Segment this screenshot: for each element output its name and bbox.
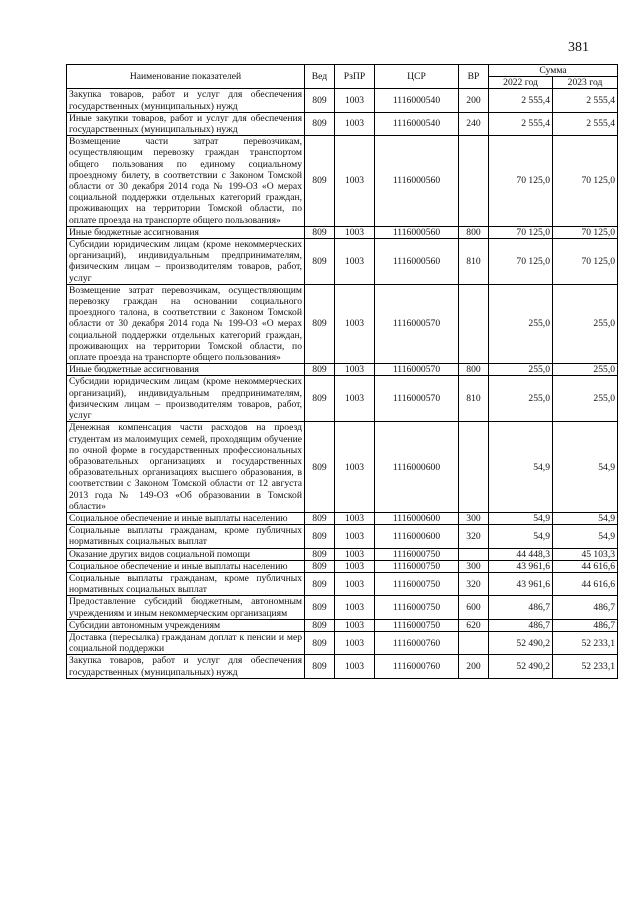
row-sum-2022-cell: 70 125,0 <box>489 136 553 227</box>
table-row <box>67 548 618 560</box>
row-name-cell: Иные бюджетные ассигнования <box>67 226 305 238</box>
table-row <box>67 560 618 572</box>
row-name-cell: Оказание других видов социальной помощи <box>67 548 305 560</box>
row-csr-cell: 1116000600 <box>375 422 459 513</box>
header-vr: ВР <box>459 65 489 89</box>
row-vr-cell <box>459 631 489 654</box>
row-ved-cell: 809 <box>305 226 335 238</box>
row-sum-2023-cell: 44 616,6 <box>553 560 618 572</box>
row-ved-cell: 809 <box>305 548 335 560</box>
row-sum-2023-cell: 44 616,6 <box>553 572 618 595</box>
row-sum-2022-cell: 255,0 <box>489 284 553 363</box>
row-rzpr-cell: 1003 <box>335 364 375 376</box>
row-rzpr-cell: 1003 <box>335 112 375 135</box>
row-sum-2022-cell: 54,9 <box>489 422 553 513</box>
row-sum-2023-cell: 70 125,0 <box>553 239 618 285</box>
row-name-cell: Социальное обеспечение и иные выплаты населению <box>67 512 305 524</box>
row-csr-cell: 1116000570 <box>375 376 459 422</box>
row-rzpr-cell: 1003 <box>335 548 375 560</box>
table-row <box>67 572 618 595</box>
row-sum-2022-cell: 43 961,6 <box>489 560 553 572</box>
row-sum-2023-cell: 52 233,1 <box>553 631 618 654</box>
row-csr-cell: 1116000750 <box>375 560 459 572</box>
row-name-cell: Субсидии юридическим лицам (кроме некоммерческих организаций), индивидуальным предпринимателям, физическим лицам – производителям товаров, работ, услуг <box>67 239 305 285</box>
header-ved: Вед <box>305 65 335 89</box>
row-rzpr-cell: 1003 <box>335 422 375 513</box>
row-sum-2023-cell: 54,9 <box>553 422 618 513</box>
row-name-cell: Возмещение части затрат перевозчикам, осуществляющим перевозку граждан транспортом общего пользования по единому социальному проездному билету, в соответствии с Законом Томской области от 30 декабря 2014 года № 199-ОЗ «О мерах социальной поддержки отдельных категорий граждан, проживающих на территории Томской области, по оплате проезда на транспорте общего пользования» <box>67 136 305 227</box>
row-ved-cell: 809 <box>305 364 335 376</box>
row-sum-2023-cell: 45 103,3 <box>553 548 618 560</box>
header-year-2023: 2023 год <box>553 77 618 89</box>
row-csr-cell: 1116000540 <box>375 89 459 112</box>
row-vr-cell: 810 <box>459 239 489 285</box>
row-sum-2022-cell: 486,7 <box>489 619 553 631</box>
row-name-cell: Субсидии автономным учреждениям <box>67 619 305 631</box>
row-name-cell: Денежная компенсация части расходов на проезд студентам из малоимущих семей, проходящим обучение по очной форме в государственных профессиональных образовательных организациях и государственных образовательных организациях высшего образования, в соответствии с Законом Томской области от 12 августа 2013 года № 149-ОЗ «Об образовании в Томской области» <box>67 422 305 513</box>
row-name-cell: Иные закупки товаров, работ и услуг для обеспечения государственных (муниципальных) нужд <box>67 112 305 135</box>
row-sum-2023-cell: 2 555,4 <box>553 112 618 135</box>
row-rzpr-cell: 1003 <box>335 226 375 238</box>
row-ved-cell: 809 <box>305 376 335 422</box>
row-csr-cell: 1116000560 <box>375 239 459 285</box>
row-vr-cell: 600 <box>459 596 489 619</box>
row-csr-cell: 1116000600 <box>375 525 459 548</box>
row-rzpr-cell: 1003 <box>335 596 375 619</box>
table-row <box>67 376 618 422</box>
row-ved-cell: 809 <box>305 89 335 112</box>
row-ved-cell: 809 <box>305 112 335 135</box>
row-name-cell: Иные бюджетные ассигнования <box>67 364 305 376</box>
row-sum-2023-cell: 255,0 <box>553 376 618 422</box>
table-body <box>67 89 618 678</box>
table-row <box>67 631 618 654</box>
row-sum-2022-cell: 2 555,4 <box>489 112 553 135</box>
row-rzpr-cell: 1003 <box>335 525 375 548</box>
row-vr-cell: 800 <box>459 226 489 238</box>
header-csr: ЦСР <box>375 65 459 89</box>
row-vr-cell: 200 <box>459 89 489 112</box>
row-ved-cell: 809 <box>305 422 335 513</box>
row-rzpr-cell: 1003 <box>335 89 375 112</box>
row-name-cell: Социальное обеспечение и иные выплаты населению <box>67 560 305 572</box>
row-name-cell: Субсидии юридическим лицам (кроме некоммерческих организаций), индивидуальным предпринимателям, физическим лицам – производителям товаров, работ, услуг <box>67 376 305 422</box>
row-sum-2022-cell: 70 125,0 <box>489 239 553 285</box>
row-sum-2023-cell: 2 555,4 <box>553 89 618 112</box>
table-row <box>67 89 618 112</box>
row-csr-cell: 1116000750 <box>375 548 459 560</box>
row-rzpr-cell: 1003 <box>335 239 375 285</box>
table-row <box>67 284 618 363</box>
header-name: Наименование показателей <box>67 65 305 89</box>
row-ved-cell: 809 <box>305 284 335 363</box>
row-rzpr-cell: 1003 <box>335 655 375 678</box>
row-name-cell: Закупка товаров, работ и услуг для обеспечения государственных (муниципальных) нужд <box>67 89 305 112</box>
row-csr-cell: 1116000560 <box>375 136 459 227</box>
row-ved-cell: 809 <box>305 596 335 619</box>
budget-table <box>66 64 618 679</box>
row-sum-2023-cell: 54,9 <box>553 525 618 548</box>
row-csr-cell: 1116000750 <box>375 572 459 595</box>
row-sum-2023-cell: 486,7 <box>553 596 618 619</box>
row-ved-cell: 809 <box>305 631 335 654</box>
row-sum-2023-cell: 70 125,0 <box>553 226 618 238</box>
page-number: 381 <box>568 40 589 55</box>
row-vr-cell: 300 <box>459 512 489 524</box>
row-ved-cell: 809 <box>305 572 335 595</box>
row-sum-2022-cell: 43 961,6 <box>489 572 553 595</box>
row-vr-cell: 200 <box>459 655 489 678</box>
row-rzpr-cell: 1003 <box>335 560 375 572</box>
row-rzpr-cell: 1003 <box>335 136 375 227</box>
row-csr-cell: 1116000570 <box>375 364 459 376</box>
row-sum-2022-cell: 54,9 <box>489 525 553 548</box>
row-rzpr-cell: 1003 <box>335 619 375 631</box>
table-row <box>67 619 618 631</box>
row-csr-cell: 1116000750 <box>375 619 459 631</box>
row-name-cell: Возмещение затрат перевозчикам, осуществляющим перевозку граждан на основании социального проездного талона, в соответствии с Законом Томской области от 30 декабря 2014 года № 199-ОЗ «О мерах социальной поддержки отдельных категорий граждан, проживающих на территории Томской области, по оплате проезда на транспорте общего пользования» <box>67 284 305 363</box>
table-row <box>67 226 618 238</box>
table-row <box>67 525 618 548</box>
row-sum-2023-cell: 486,7 <box>553 619 618 631</box>
row-ved-cell: 809 <box>305 239 335 285</box>
header-rzpr: РзПР <box>335 65 375 89</box>
row-csr-cell: 1116000760 <box>375 655 459 678</box>
header-row <box>67 65 618 77</box>
table-row <box>67 422 618 513</box>
row-vr-cell: 620 <box>459 619 489 631</box>
row-vr-cell <box>459 548 489 560</box>
row-vr-cell: 800 <box>459 364 489 376</box>
row-sum-2023-cell: 255,0 <box>553 364 618 376</box>
row-ved-cell: 809 <box>305 655 335 678</box>
row-csr-cell: 1116000600 <box>375 512 459 524</box>
row-rzpr-cell: 1003 <box>335 631 375 654</box>
table-row <box>67 655 618 678</box>
row-sum-2022-cell: 70 125,0 <box>489 226 553 238</box>
header-sum: Сумма <box>489 65 618 77</box>
row-csr-cell: 1116000570 <box>375 284 459 363</box>
row-sum-2022-cell: 255,0 <box>489 364 553 376</box>
row-csr-cell: 1116000560 <box>375 226 459 238</box>
row-sum-2023-cell: 52 233,1 <box>553 655 618 678</box>
row-name-cell: Социальные выплаты гражданам, кроме публичных нормативных социальных выплат <box>67 572 305 595</box>
table-row <box>67 512 618 524</box>
row-sum-2023-cell: 255,0 <box>553 284 618 363</box>
row-sum-2022-cell: 255,0 <box>489 376 553 422</box>
table-row <box>67 136 618 227</box>
row-rzpr-cell: 1003 <box>335 284 375 363</box>
row-name-cell: Социальные выплаты гражданам, кроме публичных нормативных социальных выплат <box>67 525 305 548</box>
row-vr-cell: 320 <box>459 525 489 548</box>
row-vr-cell: 320 <box>459 572 489 595</box>
row-rzpr-cell: 1003 <box>335 512 375 524</box>
row-sum-2023-cell: 54,9 <box>553 512 618 524</box>
row-sum-2022-cell: 486,7 <box>489 596 553 619</box>
row-sum-2022-cell: 52 490,2 <box>489 631 553 654</box>
row-sum-2022-cell: 54,9 <box>489 512 553 524</box>
row-vr-cell: 810 <box>459 376 489 422</box>
row-sum-2022-cell: 52 490,2 <box>489 655 553 678</box>
row-sum-2022-cell: 44 448,3 <box>489 548 553 560</box>
row-vr-cell: 300 <box>459 560 489 572</box>
row-csr-cell: 1116000750 <box>375 596 459 619</box>
row-vr-cell: 240 <box>459 112 489 135</box>
row-vr-cell <box>459 422 489 513</box>
row-vr-cell <box>459 284 489 363</box>
row-name-cell: Предоставление субсидий бюджетным, автономным учреждениям и иным некоммерческим организациям <box>67 596 305 619</box>
table-row <box>67 239 618 285</box>
table-row <box>67 364 618 376</box>
header-year-2022: 2022 год <box>489 77 553 89</box>
row-sum-2023-cell: 70 125,0 <box>553 136 618 227</box>
row-ved-cell: 809 <box>305 560 335 572</box>
row-rzpr-cell: 1003 <box>335 376 375 422</box>
row-name-cell: Доставка (пересылка) гражданам доплат к пенсии и мер социальной поддержки <box>67 631 305 654</box>
row-ved-cell: 809 <box>305 525 335 548</box>
row-rzpr-cell: 1003 <box>335 572 375 595</box>
row-vr-cell <box>459 136 489 227</box>
row-csr-cell: 1116000540 <box>375 112 459 135</box>
row-ved-cell: 809 <box>305 136 335 227</box>
table-row <box>67 112 618 135</box>
row-name-cell: Закупка товаров, работ и услуг для обеспечения государственных (муниципальных) нужд <box>67 655 305 678</box>
table-row <box>67 596 618 619</box>
row-csr-cell: 1116000760 <box>375 631 459 654</box>
row-ved-cell: 809 <box>305 619 335 631</box>
row-sum-2022-cell: 2 555,4 <box>489 89 553 112</box>
row-ved-cell: 809 <box>305 512 335 524</box>
